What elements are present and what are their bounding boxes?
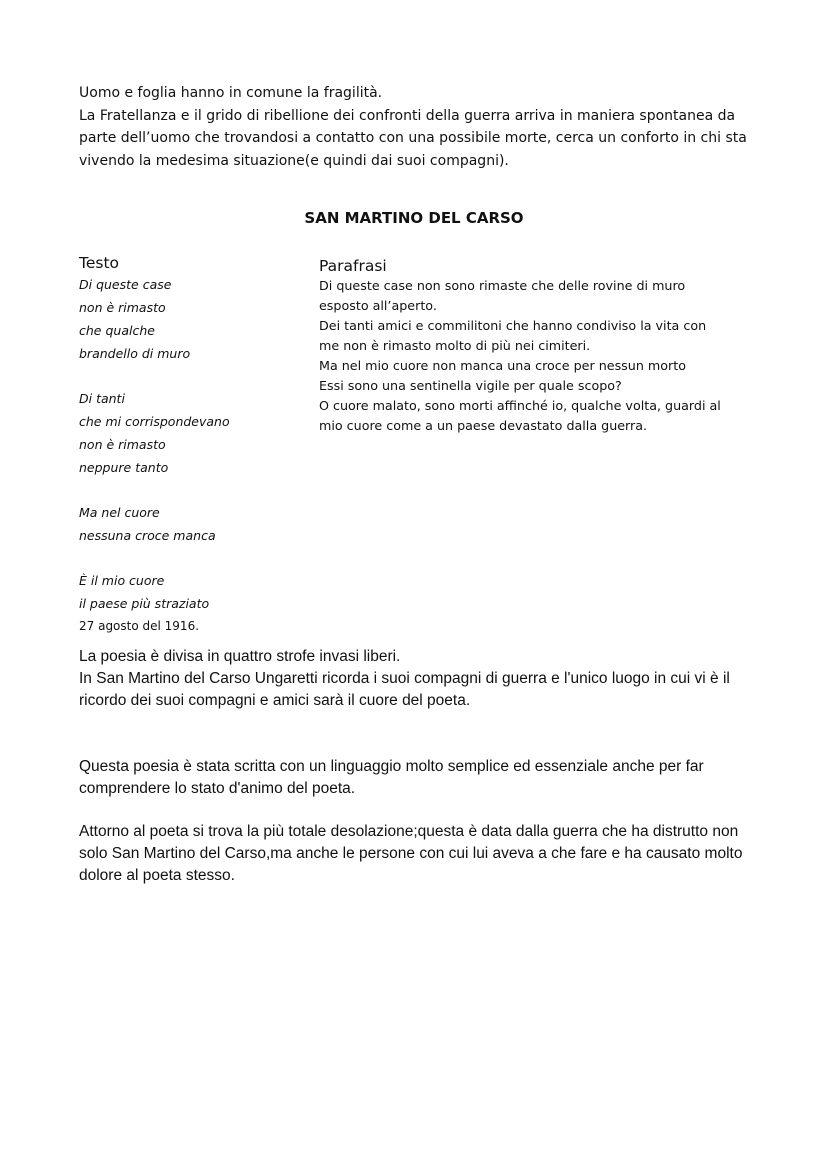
poem-title: SAN MARTINO DEL CARSO: [304, 209, 524, 227]
intro-line: Uomo e foglia hanno in comune la fragilità.: [79, 85, 383, 101]
stanza-4: [79, 569, 294, 615]
poem-date: 27 agosto del 1916.: [79, 619, 200, 633]
analysis-language: Questa poesia è stata scritta con un linguaggio molto semplice ed essenziale anche per far comprendere lo stato d'animo del poeta.: [79, 758, 704, 797]
verse-line: brandello di muro: [79, 346, 191, 361]
testo-column: [79, 253, 294, 637]
analysis-summary: In San Martino del Carso Ungaretti ricorda i suoi compagni di guerra e l'unico luogo in cui vi è il ricordo dei suoi compagni e amici sarà il cuore del poeta.: [79, 670, 730, 709]
verse-line: non è rimasto: [79, 437, 166, 452]
verse-line: che qualche: [79, 323, 155, 338]
testo-heading: Testo: [79, 254, 120, 272]
verse-line: nessuna croce manca: [79, 528, 216, 543]
parafrasi-line: mio cuore come a un paese devastato dalla guerra.: [319, 418, 648, 433]
analysis-structure: La poesia è divisa in quattro strofe invasi liberi.: [79, 648, 401, 665]
parafrasi-line: Di queste case non sono rimaste che delle rovine di muro: [319, 278, 686, 293]
verse-line: neppure tanto: [79, 460, 169, 475]
paragraph-spacer: [79, 800, 769, 821]
verse-line: non è rimasto: [79, 300, 166, 315]
parafrasi-line: me non è rimasto molto di più nei cimiteri.: [319, 338, 591, 353]
intro-section: [79, 82, 769, 172]
parafrasi-heading: Parafrasi: [319, 257, 387, 275]
parafrasi-column: [319, 256, 749, 436]
parafrasi-line: Ma nel mio cuore non manca una croce per nessun morto: [319, 358, 686, 373]
analysis-section: [79, 646, 769, 887]
verse-line: Di tanti: [79, 391, 125, 406]
verse-line: Ma nel cuore: [79, 505, 160, 520]
stanza-3: [79, 501, 294, 547]
analysis-desolation: Attorno al poeta si trova la più totale desolazione;questa è data dalla guerra che ha distrutto non solo San Martino del Carso,ma anche le persone con cui lui aveva a che fare e ha causato molto dolore al poeta stesso.: [79, 823, 743, 884]
verse-line: È il mio cuore: [79, 573, 165, 588]
parafrasi-line: Essi sono una sentinella vigile per quale scopo?: [319, 378, 622, 393]
paragraph-spacer: [79, 712, 769, 734]
parafrasi-line: esposto all’aperto.: [319, 298, 437, 313]
parafrasi-line: O cuore malato, sono morti affinché io, qualche volta, guardi al: [319, 398, 721, 413]
verse-line: il paese più straziato: [79, 596, 210, 611]
intro-paragraph: La Fratellanza e il grido di ribellione dei confronti della guerra arriva in maniera spontanea da parte dell’uomo che trovandosi a contatto con una possibile morte, cerca un conforto in chi sta vivendo la medesima situazione(e quindi dai suoi compagni).: [79, 107, 747, 169]
stanza-2: [79, 387, 294, 479]
verse-line: che mi corrispondevano: [79, 414, 230, 429]
stanza-spacer: [79, 365, 294, 387]
stanza-spacer: [79, 479, 294, 501]
parafrasi-line: Dei tanti amici e commilitoni che hanno condiviso la vita con: [319, 318, 707, 333]
paragraph-spacer: [79, 734, 769, 756]
stanza-1: [79, 273, 294, 365]
stanza-spacer: [79, 547, 294, 569]
verse-line: Di queste case: [79, 277, 172, 292]
